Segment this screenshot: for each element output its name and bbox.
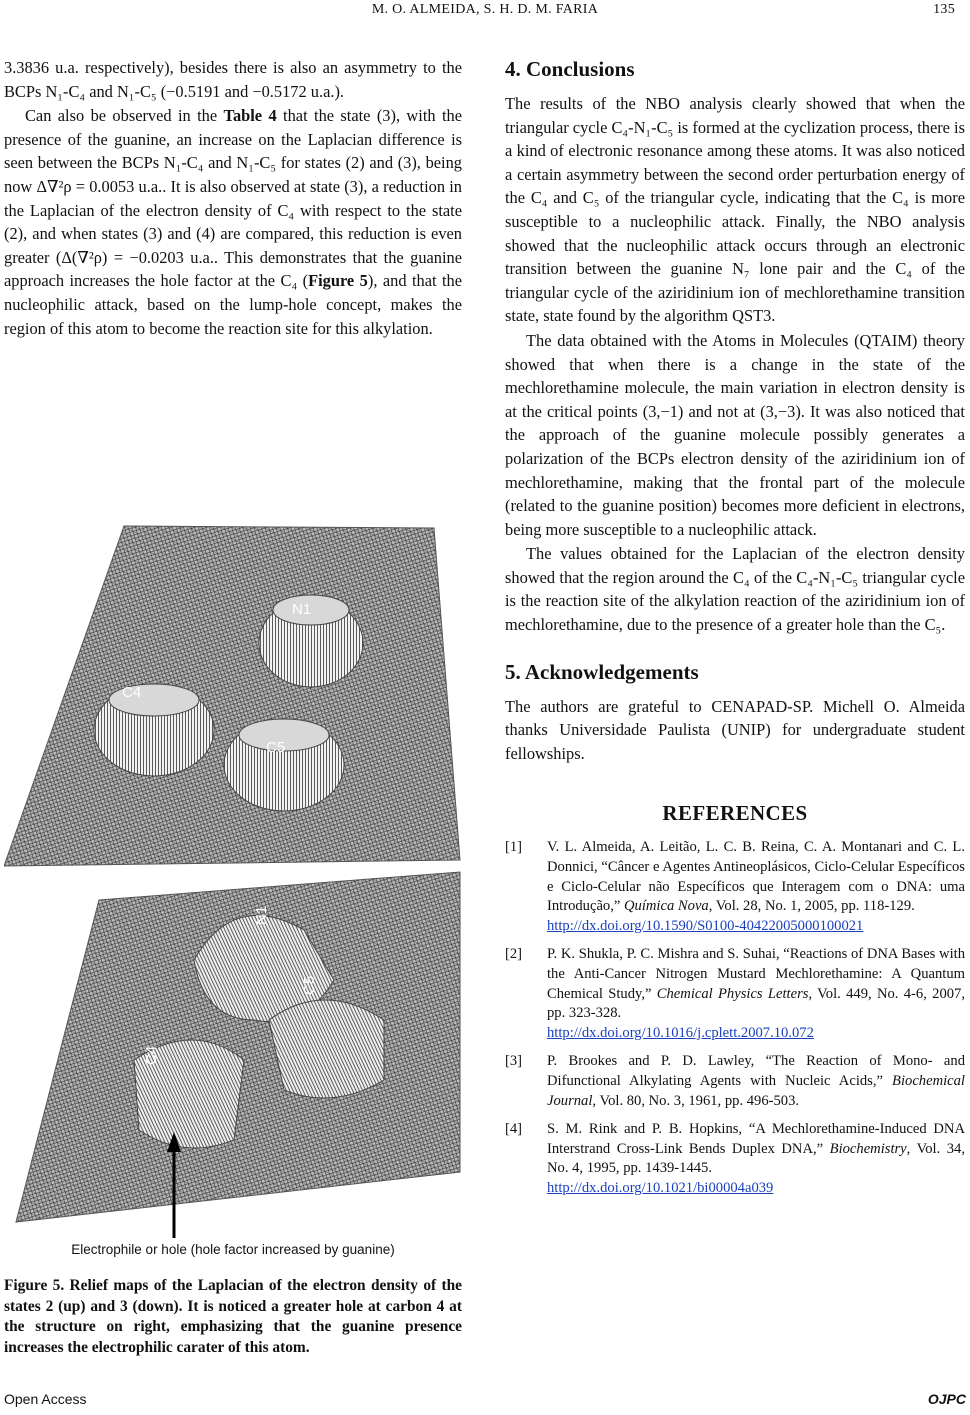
reference-1 [505, 838, 965, 936]
reference-3 [505, 1052, 965, 1111]
figure-5-ref: Figure 5 [308, 271, 368, 291]
reference-tail: , Vol. 449, No. 4-6, 2007, pp. 323-328. [547, 985, 965, 1022]
figure-caption: Figure 5. Relief maps of the Laplacian of the electron density of the states 2 (up) and 3 (down). It is noticed a greater hole at carbon 4 at the structure on right, emphasizing that the guanine presence increases the electrophilic carater of this atom. [4, 1277, 462, 1357]
reference-number: [4] [505, 1121, 523, 1138]
text-run: . This demonstrates that the guanine approach increases the hole factor at the C₄ ( [4, 247, 463, 291]
arrow-caption: Electrophile or hole (hole factor increased by guanine) [71, 1242, 395, 1257]
footer-open-access: Open Access [4, 1391, 87, 1407]
reference-body [547, 1052, 965, 1111]
running-head [0, 2, 970, 24]
acknowledgements-heading: 5. Acknowledgements [505, 659, 699, 684]
reference-journal: Biochemistry [829, 1140, 907, 1157]
left-paragraph-1: 3.3836 u.a. respectively), besides there is also an asymmetry to the BCPs N₁-C₄ and N₁-C₅ (−0.5191 and −0.5172 u.a.). [4, 58, 462, 101]
reference-journal: Química Nova [624, 898, 709, 915]
left-column [4, 56, 463, 1357]
relief-map-bottom [16, 872, 460, 1222]
reference-text: P. K. Shukla, P. C. Mishra and S. Suhai, “Reactions of DNA Bases with the Anti-Cancer Nitrogen Mustard Mechlorethamine: A Quantum Chemical Study,” [547, 946, 965, 1002]
label-n1-top: N1 [292, 601, 312, 618]
relief-map-top [4, 526, 460, 866]
footer-journal: OJPC [927, 1391, 966, 1407]
label-n1-bottom: N1 [253, 905, 270, 925]
reference-number: [1] [505, 839, 523, 856]
conclusions-paragraph-2: The data obtained with the Atoms in Molecules (QTAIM) theory showed that when there is a change in the state of the mechlorethamine molecule, the main variation in electron density is at the critical points (3,−1) and not at (3,−3). It was also noticed that the approach of the guanine molecule possibly generates a polarization of the BCPs electron density of the aziridinium ion of mechlorethamine, making that the frontal part of the molecule (related to the guanine position) becomes more deficient in electrons, being more susceptible to a nucleophilic attack. [505, 330, 965, 539]
page-number: 135 [933, 2, 955, 17]
table-4-ref: Table 4 [223, 106, 277, 126]
hole-c5-bottom [269, 1000, 384, 1098]
left-paragraph-2 [4, 104, 462, 340]
page-footer [0, 1391, 970, 1411]
right-column [505, 56, 965, 1208]
text-run: that the state (3), with the presence of the guanine, an increase on the Laplacian difference is seen between the BCPs N₁-C₄ and N₁-C₅ for states (2) and (3), being now [4, 106, 462, 196]
text-run: = 0.0053 u.a.. It is also observed at state (3), a reduction in the Laplacian of the electron density of C₄ with respect to the state (2), and when states (3) and (4) are compared, this reduction is even greater ( [4, 176, 462, 267]
figure-5 [4, 460, 462, 1240]
relief-maps [4, 460, 462, 1240]
label-c4-bottom: C4 [143, 1045, 160, 1065]
reference-tail: , Vol. 28, No. 1, 2005, pp. 118-129. [708, 898, 915, 915]
reference-tail: , Vol. 34, No. 4, 1995, pp. 1439-1445. [547, 1140, 965, 1177]
reference-text: V. L. Almeida, A. Leitão, L. C. B. Reina, C. A. Montanari and C. L. Donnici, “Câncer e Agentes Antineoplásicos, Ciclo-Celular Específicos e Ciclo-Celular não Específicos que Interagem com o DNA: uma Introdução,” [547, 839, 965, 915]
equation-laplacian-diff: Δ∇²ρ [36, 176, 72, 196]
conclusions-heading: 4. Conclusions [505, 57, 635, 81]
reference-text: P. Brookes and P. D. Lawley, “The Reaction of Mono- and Difunctional Alkylating Agents with Nucleic Acids,” [547, 1053, 965, 1089]
reference-body [547, 838, 965, 936]
reference-doi-link[interactable]: http://dx.doi.org/10.1021/bi00004a039 [547, 1179, 774, 1196]
reference-journal: Chemical Physics Letters [656, 985, 809, 1002]
conclusions-paragraph-1: The results of the NBO analysis clearly showed that when the triangular cycle C₄-N₁-C₅ is formed at the cyclization process, there is a kind of electronic resonance among these atoms. It was also noticed a certain asymmetry between the second order perturbation energy of the C₄ and C₅ of the triangular cycle, indicating that the C₄ is more susceptible to a nucleophilic attack. Finally, the NBO analysis showed that the nucleophilic attack occurs through an electronic transition between the guanine N₇ lone pair and the C₄ of the triangular cycle of the aziridinium ion of mechlorethamine transition state, state found by the algorithm QST3. [505, 94, 965, 326]
label-c5-bottom: C5 [301, 975, 318, 995]
reference-doi-link[interactable]: http://dx.doi.org/10.1590/S0100-40422005000100021 [547, 917, 864, 934]
text-run: Can also be observed in the [25, 106, 224, 126]
reference-number: [2] [505, 946, 523, 963]
references-heading: REFERENCES [662, 801, 808, 826]
acknowledgements-paragraph: The authors are grateful to CENAPAD-SP. Michell O. Almeida thanks Universidade Paulista (UNIP) for undergraduate student fellowships. [505, 696, 965, 763]
reference-journal: Biochemical Journal [547, 1072, 965, 1109]
label-c5-top: C5 [266, 739, 286, 756]
reference-tail: , Vol. 80, No. 3, 1961, pp. 496-503. [592, 1092, 800, 1109]
conclusions-paragraph-3: The values obtained for the Laplacian of the electron density showed that the region around the C₄ of the C₄-N₁-C₅ triangular cycle is the reaction site of the alkylation reaction of the aziridinium ion of mechlorethamine, due to the presence of a greater hole than the C₅. [505, 544, 965, 635]
reference-4 [505, 1120, 965, 1198]
text-run: ), and that the nucleophilic attack, based on the lump-hole concept, makes the region of this atom to become the reaction site for this alkylation. [4, 271, 463, 338]
reference-list [505, 838, 965, 1198]
running-head-authors: M. O. ALMEIDA, S. H. D. M. FARIA [371, 2, 599, 17]
reference-body [547, 1120, 965, 1198]
label-c4-top: C4 [122, 684, 142, 701]
reference-body [547, 945, 965, 1043]
reference-2 [505, 945, 965, 1043]
equation-laplacian-reduction: Δ(∇²ρ) = −0.0203 u.a. [61, 247, 214, 267]
reference-text: S. M. Rink and P. B. Hopkins, “A Mechlorethamine-Induced DNA Interstrand Cross-Link Bends Duplex DNA,” [547, 1121, 965, 1157]
reference-doi-link[interactable]: http://dx.doi.org/10.1016/j.cplett.2007.10.072 [547, 1024, 814, 1041]
reference-number: [3] [505, 1053, 523, 1070]
